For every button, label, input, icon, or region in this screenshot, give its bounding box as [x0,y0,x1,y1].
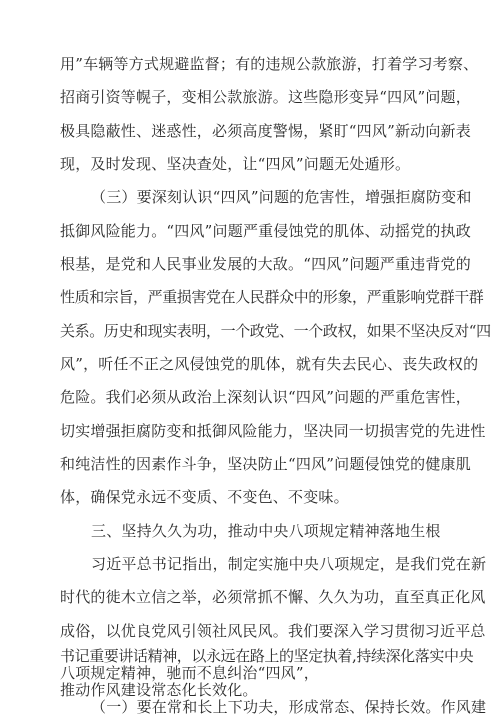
text-line: （一）要在常和长上下功夫，形成常态、保持长效。作风建 [91,698,487,716]
text-line: 根基，是党和人民事业发展的大敌。“四风”问题严重违背党的 [60,255,471,273]
text-line: 风”，听任不正之风侵蚀党的肌体，就有失去民心、丧失政权的 [60,355,479,373]
text-line: 关系。历史和现实表明，一个政党、一个政权，如果不坚决反对“四 [60,322,491,340]
text-line: （三）要深刻认识“四风”问题的危害性，增强拒腐防变和 [91,188,472,206]
text-line: 招商引资等幌子，变相公款旅游。这些隐形变异“四风”问题， [60,88,471,106]
text-line: 和纯洁性的因素作斗争，坚决防止“四风”问题侵蚀党的健康肌 [60,455,471,473]
text-line: 成俗，以优良党风引领社风民风。我们要深入学习贯彻习近平总 [60,622,486,640]
section-heading: 三、坚持久久为功，推动中央八项规定精神落地生根 [91,522,441,540]
text-line: 现，及时发现、坚决查处，让“四风”问题无处遁形。 [60,155,411,173]
text-line: 习近平总书记指出，制定实施中央八项规定，是我们党在新 [91,555,487,573]
text-line: 体，确保党永远不变质、不变色、不变味。 [60,488,349,506]
text-line: 抵御风险能力。“四风”问题严重侵蚀党的肌体、动摇党的执政 [60,222,471,240]
text-line: 八项规定精神，驰而不息纠治“四风”， [60,664,319,682]
text-line: 性质和宗旨，严重损害党在人民群众中的形象，严重影响党群干群 [60,288,484,306]
text-line: 用”车辆等方式规避监督；有的违规公款旅游，打着学习考察、 [60,55,479,73]
text-line: 极具隐蔽性、迷惑性，必须高度警惕，紧盯“四风”新动向新表 [60,122,471,140]
text-line: 书记重要讲话精神，以永远在路上的坚定执着,持续深化落实中央 [60,647,474,665]
text-line: 时代的徙木立信之举，必须常抓不懈、久久为功，直至真正化风 [60,588,486,606]
text-line: 切实增强拒腐防变和抵御风险能力，坚决同一切损害党的先进性 [60,422,486,440]
text-line: 危险。我们必须从政治上深刻认识“四风”问题的严重危害性， [60,388,471,406]
text-line: 推动作风建设常态化长效化。 [60,681,258,699]
